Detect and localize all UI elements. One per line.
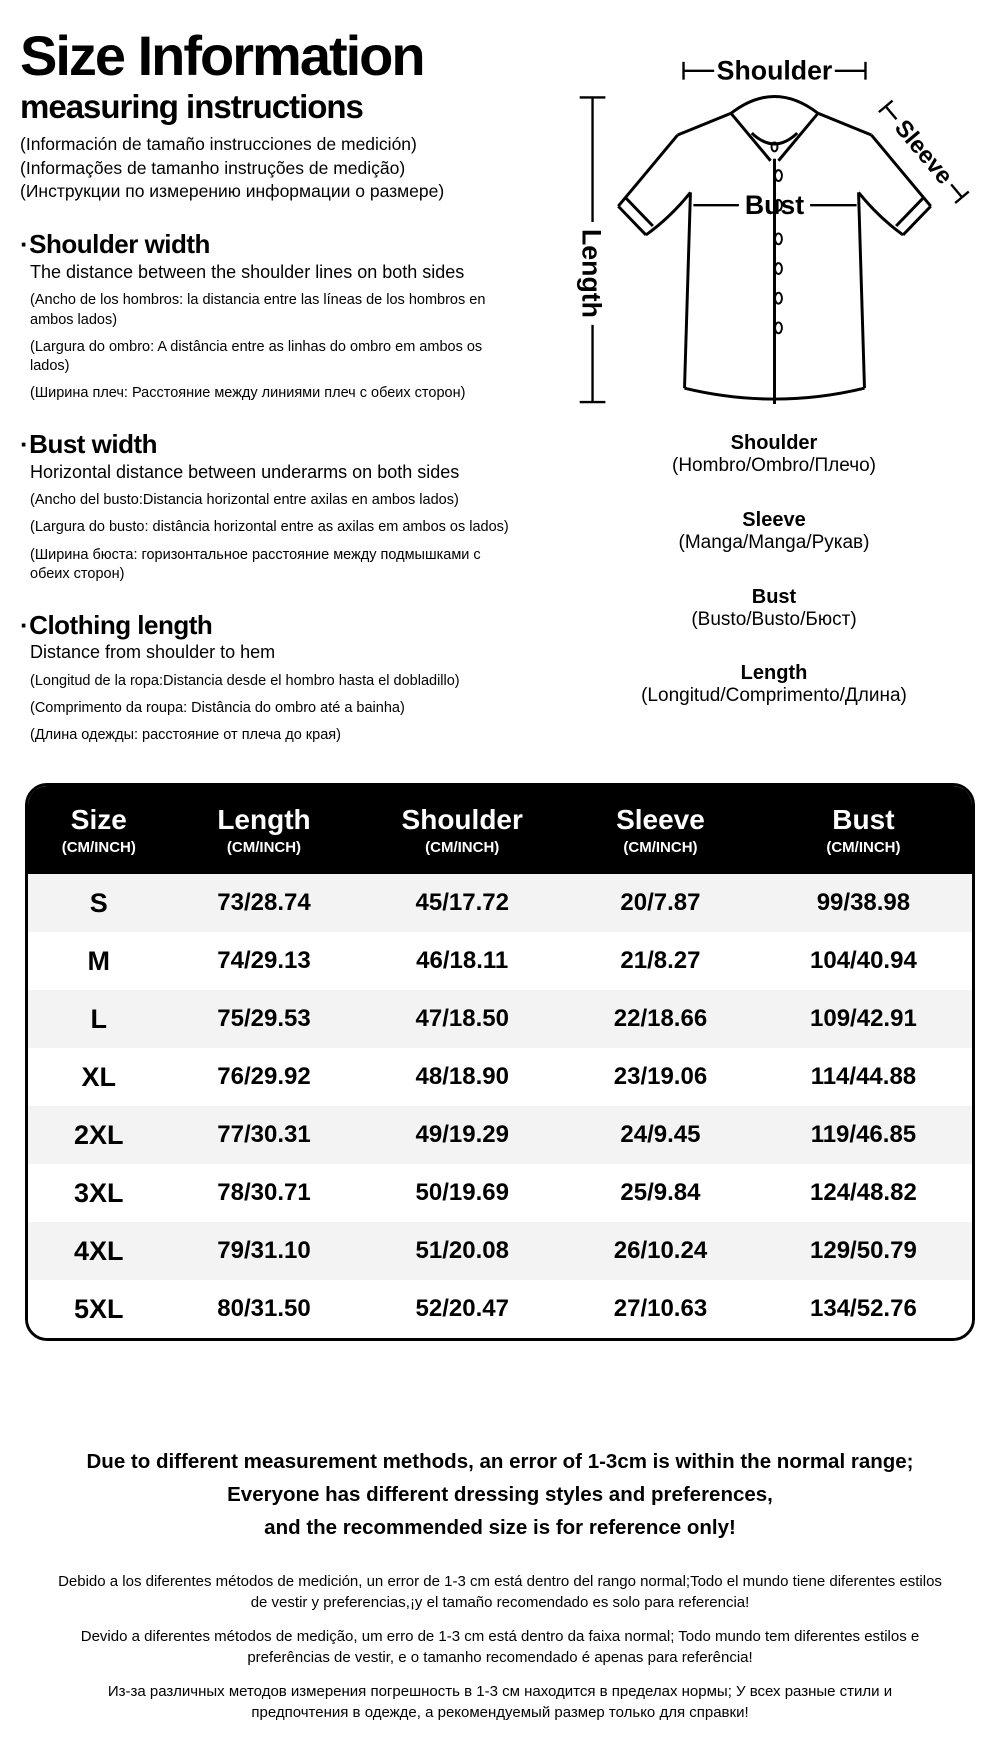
notice-translation-pt: Devido a diferentes métodos de medição, um erro de 1-3 cm está dentro da faixa normal; Todo mundo tem diferentes estilos e preferências de vestir, e o tamanho recomendado é apenas para referência! bbox=[80, 1627, 920, 1666]
instruction-note-es: (Ancho de los hombros: la distancia entre las líneas de los hombros en ambos lados) bbox=[30, 292, 486, 328]
cell-bust: 129/50.79 bbox=[810, 1237, 917, 1265]
table-row-3xl bbox=[28, 1164, 972, 1222]
instruction-heading-text: Shoulder width bbox=[29, 229, 210, 260]
bullet-dot: · bbox=[20, 229, 29, 260]
table-row-4xl bbox=[28, 1222, 972, 1280]
cell-length: 75/29.53 bbox=[217, 1005, 311, 1033]
page-title: Size Information bbox=[20, 24, 424, 87]
legend-item-sleeve bbox=[548, 509, 1000, 555]
page-subtitle: measuring instructions bbox=[20, 88, 363, 126]
instruction-heading bbox=[20, 611, 548, 640]
diagram-length-label: Length bbox=[576, 229, 607, 318]
legend-item-length bbox=[548, 662, 1000, 708]
cell-bust: 109/42.91 bbox=[810, 1005, 917, 1033]
instruction-heading bbox=[20, 430, 548, 459]
instruction-description: The distance between the shoulder lines on both sides bbox=[30, 261, 465, 282]
column-header-length bbox=[170, 804, 359, 856]
cell-shoulder: 49/19.29 bbox=[415, 1121, 509, 1149]
instruction-heading-text: Clothing length bbox=[29, 609, 213, 640]
instruction-note-ru: (Ширина плеч: Расстояние между линиями плеч с обеих сторон) bbox=[30, 384, 466, 401]
cell-size: XL bbox=[81, 1061, 117, 1092]
shirt-outline bbox=[618, 96, 930, 404]
column-header-bust bbox=[755, 804, 972, 856]
cell-length: 77/30.31 bbox=[217, 1121, 311, 1149]
legend-item-bust bbox=[548, 586, 1000, 632]
instruction-note-pt: (Largura do busto: distância horizontal entre as axilas em ambos os lados) bbox=[30, 519, 509, 536]
cell-length: 74/29.13 bbox=[217, 947, 311, 975]
column-header-sleeve bbox=[566, 804, 755, 856]
cell-length: 73/28.74 bbox=[217, 889, 311, 917]
bullet-dot: · bbox=[20, 609, 29, 640]
column-label: Bust bbox=[832, 804, 895, 836]
cell-size: L bbox=[90, 1003, 108, 1034]
cell-size: 4XL bbox=[74, 1235, 124, 1266]
cell-length: 79/31.10 bbox=[217, 1237, 311, 1265]
instruction-section-clothing-length bbox=[20, 611, 548, 746]
subtitle-translation-pt: (Informações de tamanho instruções de medição) bbox=[20, 157, 406, 178]
size-table-body bbox=[28, 874, 972, 1338]
cell-sleeve: 27/10.63 bbox=[613, 1295, 708, 1323]
cell-size: S bbox=[89, 887, 108, 918]
top-section bbox=[0, 0, 1000, 753]
table-row-l bbox=[28, 990, 972, 1048]
cell-bust: 134/52.76 bbox=[810, 1295, 917, 1323]
instruction-note-es: (Ancho del busto:Distancia horizontal entre axilas en ambos lados) bbox=[30, 492, 459, 509]
instruction-description: Horizontal distance between underarms on both sides bbox=[30, 461, 460, 482]
legend-term: Shoulder bbox=[730, 432, 818, 454]
cell-sleeve: 23/19.06 bbox=[613, 1063, 708, 1091]
column-label: Length bbox=[217, 804, 311, 836]
column-label: Shoulder bbox=[401, 804, 523, 836]
legend-translation: (Hombro/Ombro/Плечо) bbox=[672, 455, 876, 476]
instruction-heading-text: Bust width bbox=[29, 429, 158, 460]
cell-sleeve: 26/10.24 bbox=[613, 1237, 708, 1265]
cell-size: 5XL bbox=[74, 1293, 124, 1324]
cell-size: M bbox=[87, 945, 111, 976]
size-table-header bbox=[28, 786, 972, 874]
sleeve-measure-line bbox=[875, 99, 971, 207]
notice-line-2: Everyone has different dressing styles and preferences, bbox=[227, 1483, 773, 1507]
cell-sleeve: 24/9.45 bbox=[620, 1121, 701, 1149]
column-unit: (CM/INCH) bbox=[61, 839, 136, 857]
column-unit: (CM/INCH) bbox=[226, 839, 302, 857]
footer-translations bbox=[0, 1571, 1000, 1723]
table-row-xl bbox=[28, 1048, 972, 1106]
table-row-s bbox=[28, 874, 972, 932]
diagram-sleeve-label: Sleeve bbox=[888, 115, 957, 190]
instruction-note-pt: (Largura do ombro: A distância entre as linhas do ombro em ambos os lados) bbox=[30, 338, 483, 374]
instruction-heading bbox=[20, 230, 548, 259]
legend-translation: (Longitud/Comprimento/Длина) bbox=[641, 685, 907, 707]
cell-shoulder: 50/19.69 bbox=[415, 1179, 509, 1207]
legend-translation: (Busto/Busto/Бюст) bbox=[691, 608, 857, 630]
notice-line-1: Due to different measurement methods, an error of 1-3cm is within the normal range; bbox=[86, 1450, 914, 1474]
subtitle-translation-es: (Información de tamaño instrucciones de medición) bbox=[20, 134, 417, 155]
bullet-dot: · bbox=[20, 429, 29, 460]
cell-length: 76/29.92 bbox=[217, 1063, 311, 1091]
cell-shoulder: 51/20.08 bbox=[415, 1237, 509, 1265]
cell-bust: 104/40.94 bbox=[810, 947, 917, 975]
footer-notes bbox=[0, 1446, 1000, 1722]
legend-item-shoulder bbox=[548, 432, 1000, 478]
legend-term: Bust bbox=[751, 585, 797, 608]
cell-shoulder: 48/18.90 bbox=[415, 1063, 509, 1091]
column-label: Size bbox=[70, 804, 127, 836]
legend-translation: (Manga/Manga/Рукав) bbox=[678, 531, 870, 553]
column-header-shoulder bbox=[358, 804, 566, 856]
instruction-note-es: (Longitud de la ropa:Distancia desde el hombro hasta el dobladillo) bbox=[30, 672, 460, 689]
notice-line-3: and the recommended size is for reference only! bbox=[264, 1515, 736, 1539]
column-header-size bbox=[28, 804, 170, 856]
cell-sleeve: 21/8.27 bbox=[620, 947, 701, 975]
cell-bust: 99/38.98 bbox=[816, 889, 911, 917]
legend-term: Sleeve bbox=[742, 508, 806, 531]
cell-bust: 119/46.85 bbox=[810, 1121, 917, 1149]
diagram-bust-label: Bust bbox=[744, 190, 804, 221]
bust-measure-line bbox=[693, 190, 856, 220]
cell-shoulder: 52/20.47 bbox=[415, 1295, 509, 1323]
cell-sleeve: 25/9.84 bbox=[620, 1179, 701, 1207]
cell-length: 78/30.71 bbox=[217, 1179, 311, 1207]
instruction-note-ru: (Ширина бюста: горизонтальное расстояние между подмышками с обеих сторон) bbox=[30, 546, 481, 582]
cell-bust: 124/48.82 bbox=[810, 1179, 917, 1207]
table-row-m bbox=[28, 932, 972, 990]
cell-shoulder: 47/18.50 bbox=[415, 1005, 509, 1033]
shirt-measurement-diagram bbox=[552, 32, 997, 422]
table-row-2xl bbox=[28, 1106, 972, 1164]
diagram-shoulder-label: Shoulder bbox=[716, 55, 832, 86]
cell-shoulder: 45/17.72 bbox=[415, 889, 509, 917]
instruction-note-pt: (Comprimento da roupa: Distância do ombro até a bainha) bbox=[30, 700, 405, 717]
cell-size: 3XL bbox=[74, 1177, 124, 1208]
column-unit: (CM/INCH) bbox=[826, 839, 901, 857]
cell-length: 80/31.50 bbox=[217, 1295, 311, 1323]
diagram-legend bbox=[548, 432, 1000, 708]
shoulder-measure-line bbox=[683, 56, 865, 86]
notice-translation-es: Debido a los diferentes métodos de medición, un error de 1-3 cm está dentro del rango normal;Todo el mundo tiene diferentes estilos de vestir y preferencias,¡y el tamaño recomendado es solo para referencia! bbox=[58, 1572, 942, 1611]
instruction-note-ru: (Длина одежды: расстояние от плеча до края) bbox=[30, 727, 341, 744]
size-table bbox=[25, 783, 975, 1341]
subtitle-translation-ru: (Инструкции по измерению информации о размере) bbox=[20, 181, 445, 201]
cell-bust: 114/44.88 bbox=[810, 1063, 917, 1091]
column-unit: (CM/INCH) bbox=[623, 839, 698, 857]
length-measure-line bbox=[576, 97, 606, 402]
table-row-5xl bbox=[28, 1280, 972, 1338]
cell-sleeve: 22/18.66 bbox=[613, 1005, 708, 1033]
column-label: Sleeve bbox=[616, 804, 705, 836]
instruction-description: Distance from shoulder to hem bbox=[30, 642, 276, 663]
column-unit: (CM/INCH) bbox=[425, 839, 500, 857]
instruction-section-bust-width bbox=[20, 430, 548, 584]
diagram-column bbox=[548, 18, 1000, 753]
legend-term: Length bbox=[740, 662, 808, 685]
instruction-section-shoulder-width bbox=[20, 230, 548, 403]
cell-shoulder: 46/18.11 bbox=[416, 947, 509, 975]
notice-translation-ru: Из-за различных методов измерения погрешность в 1-3 см находится в пределах нормы; У всех разные стили и предпочтения в одежде, а рекомендуемый размер только для справки! bbox=[107, 1682, 893, 1721]
cell-size: 2XL bbox=[74, 1119, 124, 1150]
cell-sleeve: 20/7.87 bbox=[620, 889, 701, 917]
instructions-column bbox=[20, 18, 548, 753]
